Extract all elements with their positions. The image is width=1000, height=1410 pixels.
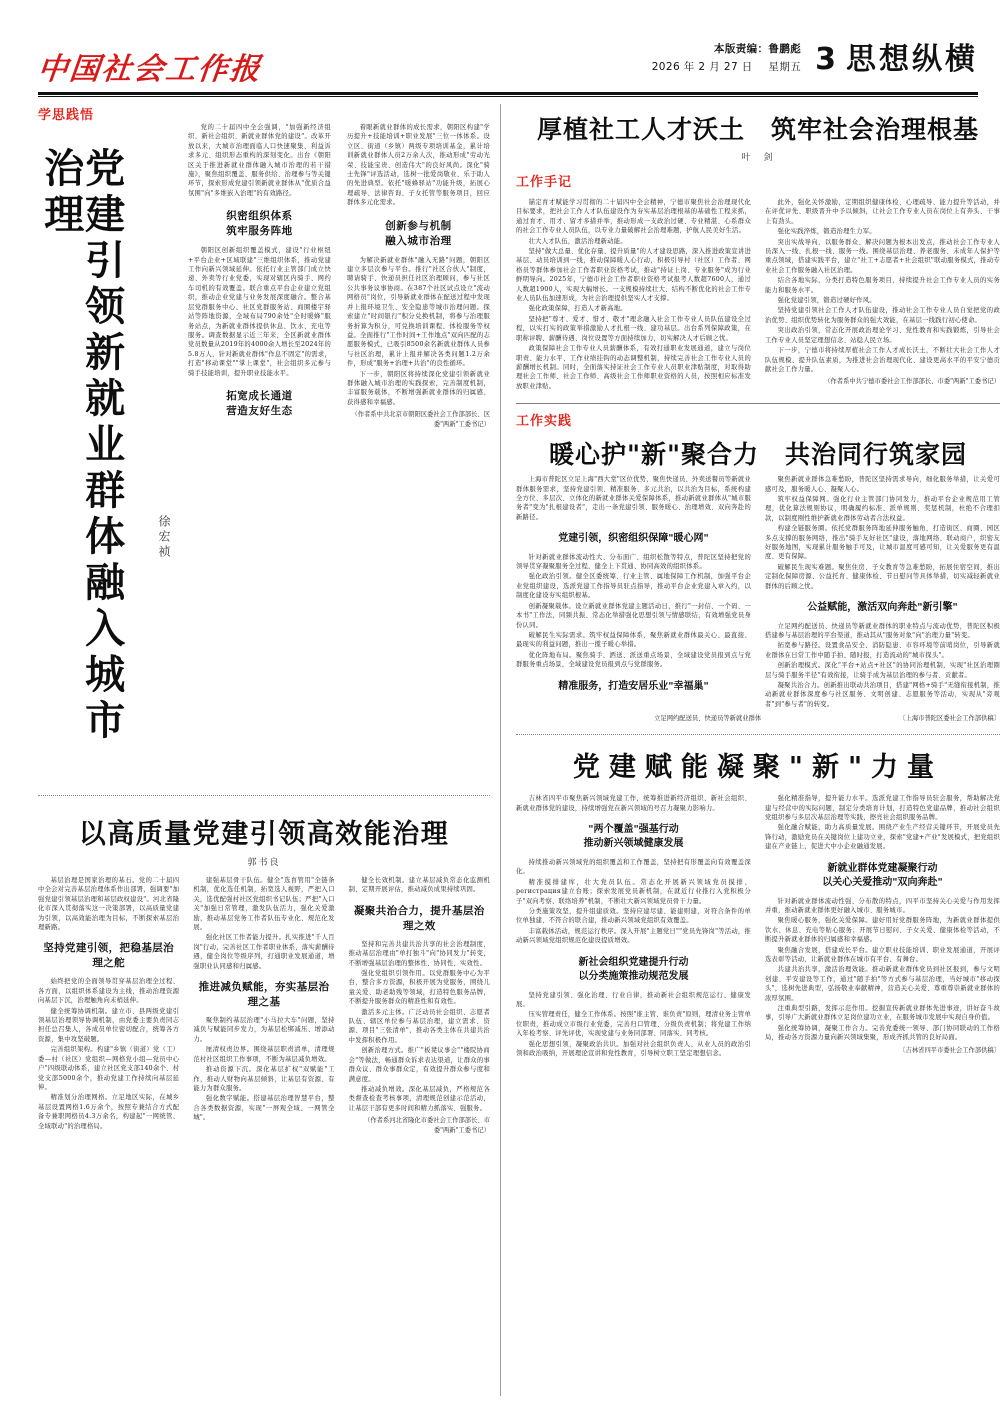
article2-p13: 厘清权责边界。围绕基层职责清单，清理规范村社区组织工作事项，不断为基层减负增效。 xyxy=(193,1046,335,1063)
article4-p11: 拓宽参与路径。设置食品安全、消防隐患、市容环境等前哨岗位，引导新就业群体在日常工作中随手拍、随时报，打造流动的"城市探头"。 xyxy=(765,642,1000,659)
article1-section2-body: 着眼新就业群体的成长需求，朝阳区构建"学历提升+技能培训+职业发展"三位一体体系。设立区、街道（乡镇）两级专项培训基金，累计培训新就业群体人员2万余人次，推动形成"劳动光荣、技能宝贵、创造伟大"的良好风尚。深化"骑士先锋"评选活动，选树一批爱岗敬业、乐于助人的先进典型。依托"暖蜂驿站"功能升级，拓展心理疏导、法律咨询、子女托管等服务项目，回应群体多元化需求。 xyxy=(347,124,490,207)
article4-columns xyxy=(516,475,1000,709)
article5-title: 党建赋能凝聚"新"力量 xyxy=(572,752,944,784)
article2-p3: 完善组织架构。构建"乡镇（街道）党（工）委—村（社区）党组织—网格党小组—党员中心户"四级联动体系，建立社区党支部140余个、村党支部5000余个，推动党建工作持续向基层延伸。 xyxy=(38,1046,180,1091)
article4-p13: 凝聚共治合力。创新推出联动共治项目，搭建"网格+骑手"无缝衔接机制，推动新就业群体深度参与社区服务、文明创建、志愿服务等活动，实现从"旁观者"到"参与者"的转变。 xyxy=(765,681,1000,708)
article-warm-heart-new-force xyxy=(516,410,1000,722)
page-body xyxy=(37,104,1000,1396)
article5-heading1-line2: 推动新兴领域健康发展 xyxy=(583,838,684,850)
masthead-meta xyxy=(652,42,801,75)
article2-p14: 推动资源下沉。深化基层扩权"双赋能"工作，推动人财物向基层倾斜，让基层有资源、有能力为群众服务。 xyxy=(193,1066,335,1092)
article5-p15: 强化统筹协调，凝聚工作合力。完善党委统一领导、部门协同联动的工作格局，推动各方资源力量向新兴领域集聚，形成齐抓共管的良好局面。 xyxy=(765,1024,1000,1042)
article1-kicker: 学思践悟 xyxy=(38,108,95,123)
article5-p13: 共建共治共享，激活治理效能。推动新就业群体党员到社区报到，参与文明创建、平安建设等工作，通过"随手拍"等方式参与基层治理，当好城市"移动探头"，选树先进典型，弘扬敬业奉献精神，营造关心关爱、尊重尊崇新就业群体的浓厚氛围。 xyxy=(765,966,1000,1002)
masthead xyxy=(35,42,978,92)
article1-section3-line1: 创新参与机制 xyxy=(385,219,452,232)
masthead-right xyxy=(651,42,978,78)
column-divider xyxy=(500,104,501,1396)
article3-p4: 此外，强化关怀激励，定期组织健康体检、心理疏导、能力提升等活动，并在评优评先、职级晋升中予以倾斜，让社会工作专业人员在岗位上有奔头、干事上有劲头。 xyxy=(765,199,1000,225)
article3-p3: 政策保障社会工作专业人员薪酬体系，有效打通职业发展通道，建立与岗位职责、能力水平、工作业绩挂钩的动态调整机制，持续完善社会工作专业人员的薪酬增长机制。同时，全面落实持证社会工作专业人员职业津贴制度，对取得助理社会工作师、社会工作师、高级社会工作师职业资格的人员，按照相应标准发放职业津贴。 xyxy=(516,345,751,390)
article5-p6: 压实管理责任，健全工作体系。按照"谁主管、谁负责"原则，理清业务主管单位职责，推动成立市级行业党委，完善归口管理、分级负责机制；将党建工作纳入年检考察、评先评优，实现党建与业务同部署、同落实、同考核。 xyxy=(516,1011,751,1038)
article5-p5: 坚持党建引领、强化治理、行业自律，推动新社会组织规范运行、健康发展。 xyxy=(516,991,751,1009)
article1-hero xyxy=(38,123,490,783)
page-section-title: 思想纵横 xyxy=(846,42,978,78)
article4-title: 暖心护"新"聚合力 共治同行筑家园 xyxy=(548,440,968,470)
article4-bottom-rule xyxy=(516,734,1000,735)
article3-lead: 锚定育才赋能学习贯彻的二十届四中全会精神，宁德市聚焦社会治理现代化目标要求，把社会工作人才队伍建设作为夯实基层治理根基的基础性工程来抓，通过育才、用才、留才多措并举，推动形成一支政治过硬、专业精湛、心系群众的社会工作专业人员队伍，以专业力量破解社会治理难题，护航人民美好生活。 xyxy=(516,199,751,235)
article3-p1: 坚持"做大总量、优化存量、提升质量"的人才建设思路，深入推进政策宣讲进基层、动员培训到一线，推动保障暖人心行动，积极引导村（社区）工作者、网格员等群体参加社会工作者职业资格考试，推动"持证上岗、专业服务"成为行业鲜明导向。2025年，宁德市社会工作者职业资格考试报考人数超7600人，通过人数超1900人，实现大幅增长。一支规模持续壮大、结构不断优化的社会工作专业人员队伍加速形成，为社会治理提供坚实人才支撑。 xyxy=(516,248,751,303)
article4-p12: 创新治理模式。深化"平台+站点+社区"的协同治理机制，实现"社区治理圈层与骑手服务半径"有效衔接，让骑手成为基层治理的参与者、贡献者。 xyxy=(765,662,1000,679)
article4-p1: 针对新就业群体流动性大、分布面广、组织松散等特点，普陀区坚持把党的领导贯穿凝聚服务全过程，健全上下贯通、协同高效的组织体系。 xyxy=(516,553,751,571)
article2-columns xyxy=(38,876,490,1135)
article1-bottom-rule xyxy=(38,795,490,796)
article3-p5: 突出实战导向，以服务群众、解决问题为根本出发点，推动社会工作专业人员深入一线、扎根一线、服务一线。围绕基层治理、养老服务、未成年人保护等重点领域，搭建实践平台，建立"社工+志愿者+社会组织"联动服务模式，推动专业社会工作服务融入社区治理。 xyxy=(765,238,1000,274)
article2-source: （作者系河北省隆化市委社会工作部部长、市委"两新"工委书记） xyxy=(364,1117,490,1134)
article4-p9: 破解民生现实难题。聚焦住房、子女教育等急难愁盼，拓展住宿空间，推出定制化保障房源、公益托育、健康体检、节日慰问等具体举措，切实减轻新就业群体的后顾之忧。 xyxy=(765,563,1000,590)
article5-heading3-line1: 新就业群体党建凝聚行动 xyxy=(827,862,938,874)
article2-p16: 健全长效机制。建立基层减负常态化监测机制，定期开展评估，推动减负成果持续巩固。 xyxy=(348,877,490,894)
article3-h3: 强化实践淬炼，锻造治理生力军。 xyxy=(777,228,876,236)
article5-p12: 聚焦融合发展，搭建成长平台。建立职业技能培训、职业发展通道，开展评选表彰等活动，让新就业群体在城市有平台、有舞台。 xyxy=(765,946,1000,964)
article2-p12: 聚焦制约基层治理"小马拉大车"问题，坚持减负与赋能同步发力，为基层松绑减压、增添动力。 xyxy=(193,1017,335,1043)
article1-source: （作者系中共北京市朝阳区委社会工作部部长、区委"两新"工委书记） xyxy=(351,411,490,428)
article2-p8: 强化党组织引领作用。以党群服务中心为平台，整合多方资源，积极开展为党服务，围绕儿童关爱、助老助残等领域，打造特色服务品牌，不断提升服务群众的精准性和有效性。 xyxy=(348,970,490,1006)
article3-h2: 强化政策保障，打造人才新高地。 xyxy=(528,305,627,313)
page-number: 3 xyxy=(815,42,836,78)
article5-heading1-line1: "两个覆盖"强基行动 xyxy=(588,823,679,835)
masthead-rule xyxy=(38,92,978,95)
article-social-work-talent xyxy=(516,110,1000,391)
article5-heading2-line2: 以分类施策推动规范发展 xyxy=(578,971,689,983)
article2-heading-2: 凝聚共治合力，提升基层治理之效 xyxy=(353,904,485,932)
article4-source: 〔上海市普陀区委社会工作部供稿〕 xyxy=(899,715,1000,723)
article5-source: 〔吉林省四平市委社会工作部供稿〕 xyxy=(899,1046,1000,1054)
article2-p10: 创新治理方式。推广"板凳议事会""楼院协商会"等做法，畅通群众诉求表达渠道，让群众的事群众议、群众事群众定，有效提升群众参与度和满意度。 xyxy=(348,1047,490,1083)
article1-section3-body: 为解决新就业群体"融入无路"问题，朝阳区建立多层次参与平台。推行"社区合伙人"制度，聘请骑手、快递员担任社区治理顾问，参与社区公共事务议事协商。在387个社区试点设立"流动网格员"岗位，引导新就业群体在配送过程中发现并上报环境卫生、安全隐患等城市治理问题。探索建立"时间银行"积分兑换机制，将参与治理服务折算为积分，可兑换培训课程、体检服务等权益。全面推行"工作时间+工作地点"双向匹配的志愿服务模式，已吸引8500余名新就业群体人员参与社区治理，累计上报并解决各类问题1.2万余件，形成"服务+治理+共治"的良性循环。 xyxy=(347,256,490,368)
article3-h1: 壮大人才队伍，激活治理新动能。 xyxy=(528,237,627,245)
article3-p7: 坚持党建引领社会工作人才队伍建设，推动社会工作专业人员自觉把党的政治优势、组织优势转化为服务群众的强大效能，在基层一线践行初心使命。 xyxy=(765,307,1000,324)
article1-title: 党建引领新就业群体融入城市治理 xyxy=(37,147,126,745)
article5-p14: 注重典型引路，发挥示范作用。挖掘宣传新就业群体先进事迹，讲好奋斗故事，引导广大新就业群体立足岗位建功立业，在服务城市发展中实现自身价值。 xyxy=(765,1005,1000,1022)
article2-p11: 推动减负增效。深化基层减负，严格规范各类督查检查考核事项，清理规范创建示范活动，让基层干部有更多时间和精力抓落实、强服务。 xyxy=(348,1085,490,1112)
article3-bottom-rule xyxy=(516,403,1000,404)
article2-heading-3: 推进减负赋能，夯实基层治理之基 xyxy=(198,981,330,1009)
left-column-group xyxy=(38,104,490,1135)
article3-p8: 突出政治引领，常态化开展政治理论学习、党性教育和实践锻炼，引导社会工作专业人员坚定理想信念、站稳人民立场。 xyxy=(765,327,1000,344)
article5-columns xyxy=(516,794,1000,1058)
article-party-building-hero xyxy=(38,104,490,783)
article5-heading-2 xyxy=(516,956,751,985)
article3-author: 叶 剑 xyxy=(741,153,775,163)
article4-heading-3: 公益赋能，激活双向奔赴"新引擎" xyxy=(807,602,958,613)
article2-p2: 健全统筹协调机制。建立市、县两级党建引领基层治理领导协调机制，由党委主要负责同志担任总召集人，各成员单位密切配合，统筹各方资源，集中攻坚破题。 xyxy=(38,1007,180,1043)
article5-p4: 丰富载体活动，规范运行秩序。深入开展"主题党日""党员先锋岗"等活动，推动新兴领域党组织规范化建设提质增效。 xyxy=(516,927,751,945)
article2-heading-1: 坚持党建引领，把稳基层治理之舵 xyxy=(43,942,175,970)
article5-p8: 强化精准指导，提升能力水平。选派党建工作指导员驻会服务，帮助解决党建与经营中的实际问题，制定分类培育计划，打造特色党建品牌，推动社会组织党组织参与多层次基层治理等实践，擦亮社会组织服务品牌。 xyxy=(765,795,1000,821)
article1-section1-body: 朝阳区创新组织覆盖模式，建设"行业枢纽+平台企业+区域联建"三维组织体系，推动党建工作向新兴领域延伸。依托行业主管部门成立快递、外卖等行业党委，实现对辖区内骑手、网约车司机的有效覆盖。联合重点平台企业建立党组织，推动企业党建与业务发展深度融合。整合基层党群服务中心、社区党群服务站、商圈楼宇驿站等阵地资源，全域布局790余处"全时暖蜂"服务站点，为新就业群体提供休息、饮水、充电等服务。调查数据显示近三年来，全区新就业群体党员数量从2019年的4000余人增长至2024年的5.8万人，针对新就业群体"作息不固定"的需求，打造"移动课堂""掌上课堂"，社会组织多元参与骑手技能培训，提升职业技能水平。 xyxy=(188,247,331,377)
article1-author: 徐宏祯 xyxy=(157,515,171,560)
article1-section3-heading xyxy=(347,219,490,249)
article1-section1-line1: 织密组织体系 xyxy=(226,210,293,223)
article4-heading-1: 党建引领，织密组织保障"暖心网" xyxy=(558,533,709,545)
article5-lead: 吉林省四平市聚焦新兴领域党建工作，统筹推进新经济组织、新社会组织、新就业群体党的建设，持续增强党在新兴领域的号召力凝聚力影响力。 xyxy=(516,795,751,812)
article1-columns xyxy=(188,123,490,781)
article5-heading-1 xyxy=(516,823,751,852)
article2-p4: 精准划分治理网格。立足地区实际，在城乡基层设置网格1.6万余个，按照专兼结合方式配备专兼职网格员4.3万余名，构建起"一网统管、全域联动"的治理格局。 xyxy=(38,1094,180,1130)
newspaper-logo: 中国社会工作报 xyxy=(35,52,264,87)
article4-p5: 优化阵地布局。聚焦骑手、洒送、派送重点场景，全域建设党员报到点与党群服务重点场景，全域建设党员报到点与党群服务。 xyxy=(516,651,751,669)
article5-p9: 强化融合赋能，助力高质量发展。围绕产业生产经营关键环节，开展党员先锋行动，激励党员在关键岗位上建功立业，探索"党建+产业"发展模式，把党组织建在产业链上，促进大中小企业融通发展。 xyxy=(765,824,1000,851)
article4-p10: 立足网约配送员、快递员等新就业群体的职业特点与流动优势，普陀区积极搭建参与基层治理的平台渠道，推动其从"服务对象"向"治理力量"转变。 xyxy=(765,622,1000,639)
article4-lead: 上海市普陀区立足上海"西大堂"区位优势，聚焦快递员、外卖送餐员等新就业群体服务需求，坚持党建引领、精准服务、多元共治，以共治为目标，系统构建全方位、多层次、立体化的新就业群体关爱保障体系，推动新就业群体从"城市服务者"变为"扎根建设者"，走出一条党建引领、服务暖心、治理增效、双向奔赴的新路径。 xyxy=(516,476,751,521)
article5-p10: 针对新就业群体流动性强、分布散的特点，四平市坚持关心关爱与作用发挥并重，推动新就业群体更好融入城市、服务城市。 xyxy=(765,897,1000,914)
article4-p6: 聚焦新就业群体急难愁盼，普陀区坚持需求导向，细化服务举措，让关爱可感可及，服务暖人心、凝聚人心。 xyxy=(765,476,1000,493)
article5-p7: 强化思想引领，凝聚政治共识。加强对社会组织负责人、从业人员的政治引领和政治吸纳，开展理论宣讲和党性教育，引导树立职工坚定理想信念。 xyxy=(516,1040,751,1058)
article2-p15: 强化数字赋能。搭建基层治理智慧平台，整合各类数据资源，实现"一屏观全域、一网管全城"。 xyxy=(193,1095,335,1122)
article1-section2-heading xyxy=(188,389,331,419)
article3-p6: 结合各地实际，分类打造特色服务项目，持续提升社会工作专业人员的实务能力和服务水平。 xyxy=(765,277,1000,294)
article5-heading-3 xyxy=(765,862,1000,891)
article1-section2-line1: 拓宽成长通道 xyxy=(226,389,293,402)
article5-p3: 分类施策攻坚，提升组建质效。坚持应建尽建、能建则建，对符合条件的单位单独建、不符合的联合建，推动新兴领域党组织有效覆盖。 xyxy=(516,908,751,925)
article2-p7: 坚持和完善共建共治共享的社会治理制度，推动基层治理由"单打独斗"向"协同发力"转变，不断增强基层治理的整体性、协同性、实效性。 xyxy=(348,940,490,967)
article1-section1-line2: 筑牢服务阵地 xyxy=(226,225,293,238)
page-brand xyxy=(815,42,978,78)
article2-author: 郭书良 xyxy=(247,858,281,868)
article5-p2: 精准摸排建库，壮大党员队伍。常态化开展新兴领域党员摸排、регистрация建立台账；探索发展党员新机制，在就近行业推行入党积极分子"双向考察、联络培养"机制，不断壮大新兴领域党员骨干力量。 xyxy=(516,878,751,905)
article3-h4: 强化党建引领，锻造过硬好作风。 xyxy=(777,297,876,305)
article3-kicker: 工作手记 xyxy=(516,175,573,190)
article1-section2-line2: 营造友好生态 xyxy=(226,404,293,417)
article4-heading-2: 精准服务，打造安居乐业"幸福巢" xyxy=(558,680,709,692)
article4-p8: 构建全链服务圈。依托党群服务阵地延伸服务触角，打造街区、商圈、园区多点支撑的服务网络，推出"骑手友好社区"建设，落地网络、联动商户，织密友好服务地图，实现累计服务触手可及，让城市温度可感可知，让关爱服务更有温度、更有保障。 xyxy=(765,525,1000,561)
weekday-text: 星期五 xyxy=(768,61,802,74)
page-editor: 本版责编：鲁鹏彪 xyxy=(713,43,802,55)
article2-p9: 激活多元主体。广泛动员社会组织、志愿者队伍、辖区单位参与基层治理，建立需求、资源、项目"三张清单"，推动各类主体在共建共治中发挥积极作用。 xyxy=(348,1008,490,1044)
article2-p1: 始终把党的全面领导贯穿基层治理全过程、各方面，以组织体系建设为主线，推动治理资源向基层下沉，治理触角向末梢延伸。 xyxy=(38,978,180,1005)
publication-date xyxy=(652,60,801,75)
article1-section1-heading xyxy=(188,209,331,239)
article2-lead: 基层治理是国家治理的基石。党的二十届四中全会对完善基层治理体系作出部署，强调要"加强党建引领基层治理和基层政权建设"。河北省隆化市深入贯彻落实这一决策部署，以高质量党建为引领，以高效能治理为目标，不断探索基层治理新路。 xyxy=(38,877,180,932)
article-high-quality-governance xyxy=(38,812,490,1135)
article5-heading2-line1: 新社会组织党建提升行动 xyxy=(578,956,689,968)
article2-p6: 强化社区工作者能力提升。扎实推进"千人百岗"行动，完善社区工作者职业体系，落实薪酬待遇，健全岗位等级序列，打通职业发展通道，增强职业认同感和归属感。 xyxy=(193,934,335,970)
article3-p9: 下一步，宁德市将持续厚植社会工作人才成长沃土，不断壮大社会工作人才队伍规模、提升队伍素质，为推进社会治理现代化、建设更高水平的平安宁德贡献社会工作力量。 xyxy=(765,347,1000,373)
article3-columns xyxy=(516,198,1000,391)
article5-heading3-line2: 以关心关爱推动"双向奔赴" xyxy=(822,877,943,889)
article4-p7: 筑牢权益保障网。强化行业主管部门协同发力，推动平台企业规范用工管理，优化算法规则协议，明确履约标准、派单规则、奖惩机制，杜绝不合理扣款，以制度刚性维护新就业群体劳动者合法权益。 xyxy=(765,495,1000,522)
article4-p2: 强化政治引领。健全区委统筹、行业主管、属地保障工作机制，加强平台企业党组织建设，选派党建工作指导员驻点指导，推动平台企业党建入章入约，以制度化建设夯实组织根基。 xyxy=(516,573,751,600)
article3-source: （作者系中共宁德市委社会工作部部长、市委"两新"工委书记） xyxy=(824,378,1000,386)
article3-p2: 坚持把"尊才、爱才、惜才、敬才"理念融入社会工作专业人员队伍建设全过程，以实打实的政策举措激励人才扎根一线、建功基层。出台系列保障政策，在职称评聘、薪酬待遇、岗位设置等方面持续加力，切实解决人才后顾之忧。 xyxy=(516,315,751,342)
date-text: 2026 年 2 月 27 日 xyxy=(651,61,753,74)
article-party-empowerment xyxy=(516,745,1000,1058)
article1-section3-line2: 融入城市治理 xyxy=(385,234,452,247)
article1-lead: 党的二十届四中全会强调，"加强新经济组织、新社会组织、新就业群体党的建设"。改革开放以来，大城市治理面临人口快速聚集、利益诉求多元、组织形态重构的深刻变化。出台《朝阳区关于推进新就业群体融入城市治理的若干措施》，聚焦组织覆盖、服务供给、治理参与等关键环节，探索形成党建引领新就业群体从"优质合益氛围"向"多维嵌入治理"的有效路径。 xyxy=(188,124,331,197)
article4-p3: 创新凝聚载体。设立新就业群体党建主题活动日，推行"一封信、一个码、一本书"工作法，同频共振、常态化举措强化思想引领与情感联结，有效增强党员身份认同。 xyxy=(516,602,751,629)
article5-p1: 持续推动新兴领域党的组织覆盖和工作覆盖，坚持把有形覆盖向有效覆盖深化。 xyxy=(516,858,751,876)
article5-p11: 聚焦暖心服务，强化关爱保障。建好用好党群服务阵地，为新就业群体提供饮水、休息、充电等贴心服务；开展节日慰问、子女关爱、健康体检等活动，不断提升新就业群体的归属感和幸福感。 xyxy=(765,917,1000,944)
article1-closing: 下一步，朝阳区将持续深化党建引领新就业群体融入城市治理的实践探索，完善制度机制，丰富服务载体，不断增强新就业群体的归属感、获得感和幸福感。 xyxy=(347,370,490,406)
article4-p4: 破解民生实际需求。筑牢权益保障体系，聚焦新就业群体最关心、最直接、最现实的利益问题，推出一揽子暖心举措。 xyxy=(516,631,751,649)
article2-title: 以高质量党建引领高效能治理 xyxy=(78,819,450,850)
right-column-group xyxy=(516,104,1000,1058)
article3-title: 厚植社工人才沃土 筑牢社会治理根基 xyxy=(536,115,979,144)
article4-kicker: 工作实践 xyxy=(516,414,573,430)
article4-footer-note: 立足网约配送员、快递员等新就业群体 xyxy=(654,715,762,723)
article2-p5: 建强基层骨干队伍。健全"选育管用"全链条机制，优化选任机制，拓宽选人视野，严把入口关，选优配强村社区党组织书记队伍；严把"入口关"加强日常管理，激发队伍活力，强化关爱激励，推动基层党务工作者队伍专业化、规范化发展。 xyxy=(193,877,335,932)
